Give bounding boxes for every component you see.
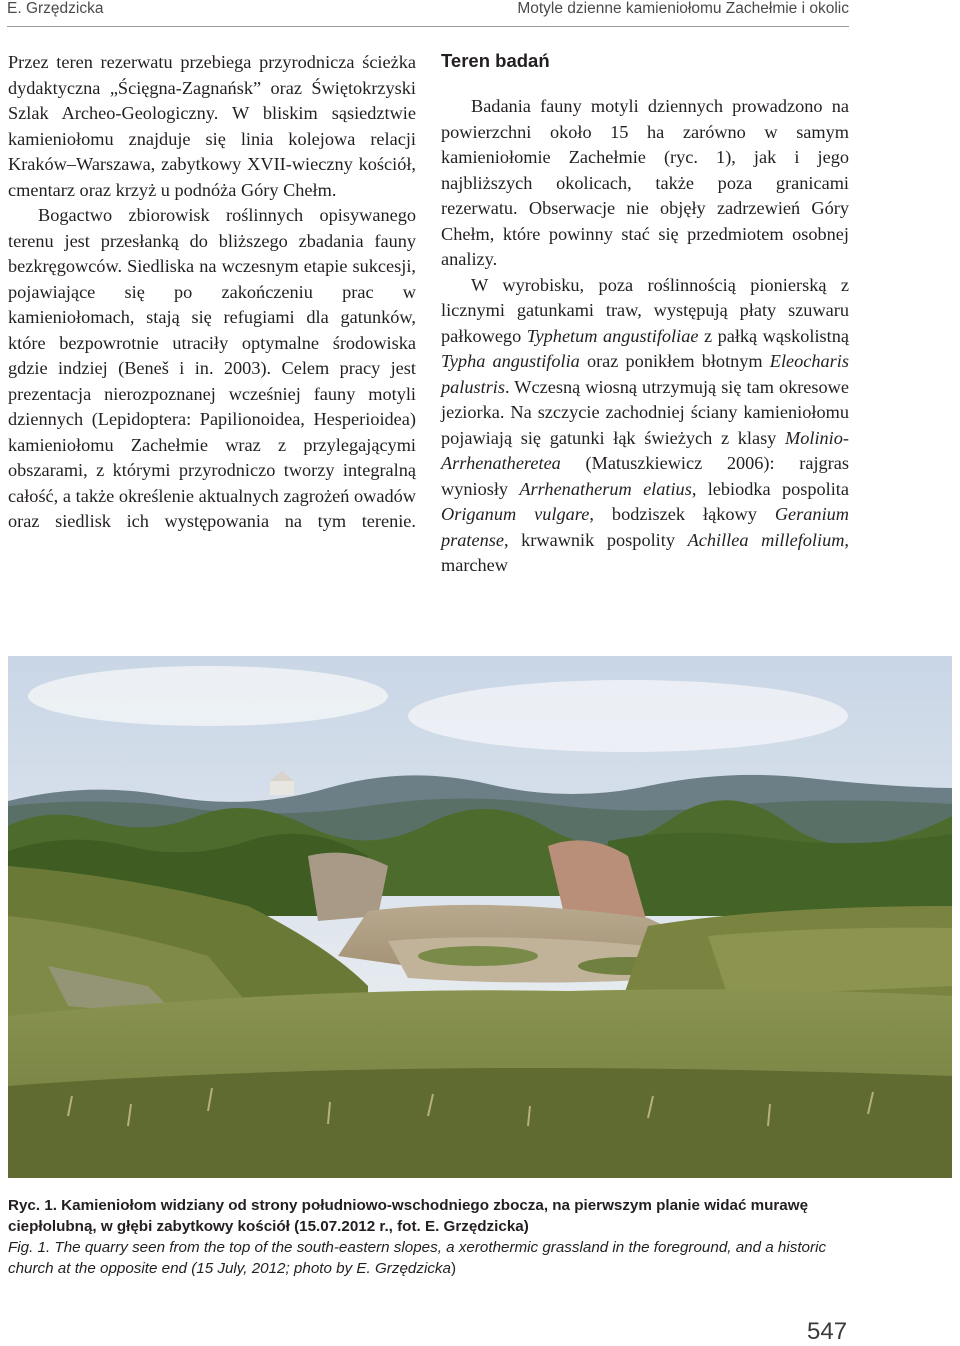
left-paragraph-1: Przez teren rezerwatu przebiega przyrodnicza ścieżka dydaktyczna „Ścięgna-Zagnańsk” oraz Świętokrzyski Szlak Archeo-Geologiczny. W bliskim sąsiedztwie kamieniołomu znajduje się linia kolejowa relacji Kraków–Warszawa, zabytkowy XVII-wieczny kościół, cmentarz oraz krzyż u podnóża Góry Chełm. bbox=[8, 52, 416, 200]
caption-english: Fig. 1. The quarry seen from the top of the south-eastern slopes, a xerothermic grassland in the foreground, and a historic church at the opposite end (15 July, 2012; photo by E. Grzędzicka) bbox=[8, 1239, 827, 1277]
latin-name: Origanum vulgare bbox=[441, 504, 590, 524]
left-column bbox=[8, 50, 416, 535]
latin-name: Arrhenatherum elatius bbox=[519, 478, 692, 499]
right-paragraph-1: Badania fauny motyli dziennych prowadzono na powierzchni około 15 ha zarówno w samym kamieniołomie Zachełmie (ryc. 1), jak i jego najbliższych okolicach, także poza granicami rezerwatu. Obserwacje nie objęły zadrzewień Góry Chełm, które powinny stać się przedmiotem osobnej analizy. bbox=[441, 96, 849, 269]
latin-name: Eleocharis palustris bbox=[441, 351, 849, 397]
figure-caption bbox=[8, 1195, 856, 1279]
latin-name: Typha angustifolia bbox=[441, 351, 580, 371]
section-heading: Teren badań bbox=[441, 50, 550, 71]
latin-name: Achillea millefolium bbox=[687, 529, 845, 550]
latin-name: Molinio-Arrhenatheretea bbox=[441, 427, 849, 473]
running-header bbox=[7, 0, 849, 27]
latin-name: Typhetum angustifoliae bbox=[526, 325, 699, 346]
header-author: E. Grzędzicka bbox=[7, 0, 104, 17]
header-title: Motyle dzienne kamieniołomu Zachełmie i okolic bbox=[517, 0, 849, 17]
quarry-landscape-illustration bbox=[8, 656, 952, 1178]
page-number: 547 bbox=[807, 1318, 848, 1345]
quarry-photo bbox=[8, 656, 952, 1178]
right-paragraph-2: W wyrobisku, poza roślinnością pionierską z licznymi gatunkami traw, występują płaty szuwaru pałkowego Typhetum angustifoliae z pałką wąskolistną Typha angustifolia oraz ponikłem błotnym Eleocharis palustris. Wczesną wiosną utrzymują się tam okresowe jeziorka. Na szczycie zachodniej ściany kamieniołomu pojawiają się gatunki łąk świeżych z klasy Molinio-Arrhenatheretea (Matuszkiewicz 2006): rajgras wyniosły Arrhenatherum elatius, lebiodka pospolita Origanum vulgare, bodziszek łąkowy Geranium pratense, krwawnik pospolity Achillea millefolium, marchew bbox=[441, 274, 849, 575]
latin-name: Geranium pratense bbox=[441, 504, 849, 550]
right-column bbox=[441, 50, 849, 579]
left-paragraph-2: Bogactwo zbiorowisk roślinnych opisywanego terenu jest przesłanką do bliższego zbadania fauny bezkręgowców. Siedliska na wczesnym etapie sukcesji, pojawiające się po zakończeniu prac w kamieniołomach, stają się refugiami dla gatunków, które bezpowrotnie utraciły optymalne środowiska gdzie indziej (Beneš i in. 2003). Celem pracy jest prezentacja nierozpoznanej wcześniej fauny motyli dziennych (Lepidoptera: Papilionoidea, Hesperioidea) kamieniołomu Zachełmie wraz z przylegającymi obszarami, z którymi przyrodniczo tworzy integralną całość, a także określenie aktualnych zagrożeń owadów oraz siedlisk ich występowania na tym terenie. bbox=[8, 205, 416, 531]
caption-polish: Ryc. 1. Kamieniołom widziany od strony południowo-wschodniego zbocza, na pierwszym planie widać murawę ciepłolubną, w głębi zabytkowy kościół (15.07.2012 r., fot. E. Grzędzicka) bbox=[8, 1197, 809, 1235]
